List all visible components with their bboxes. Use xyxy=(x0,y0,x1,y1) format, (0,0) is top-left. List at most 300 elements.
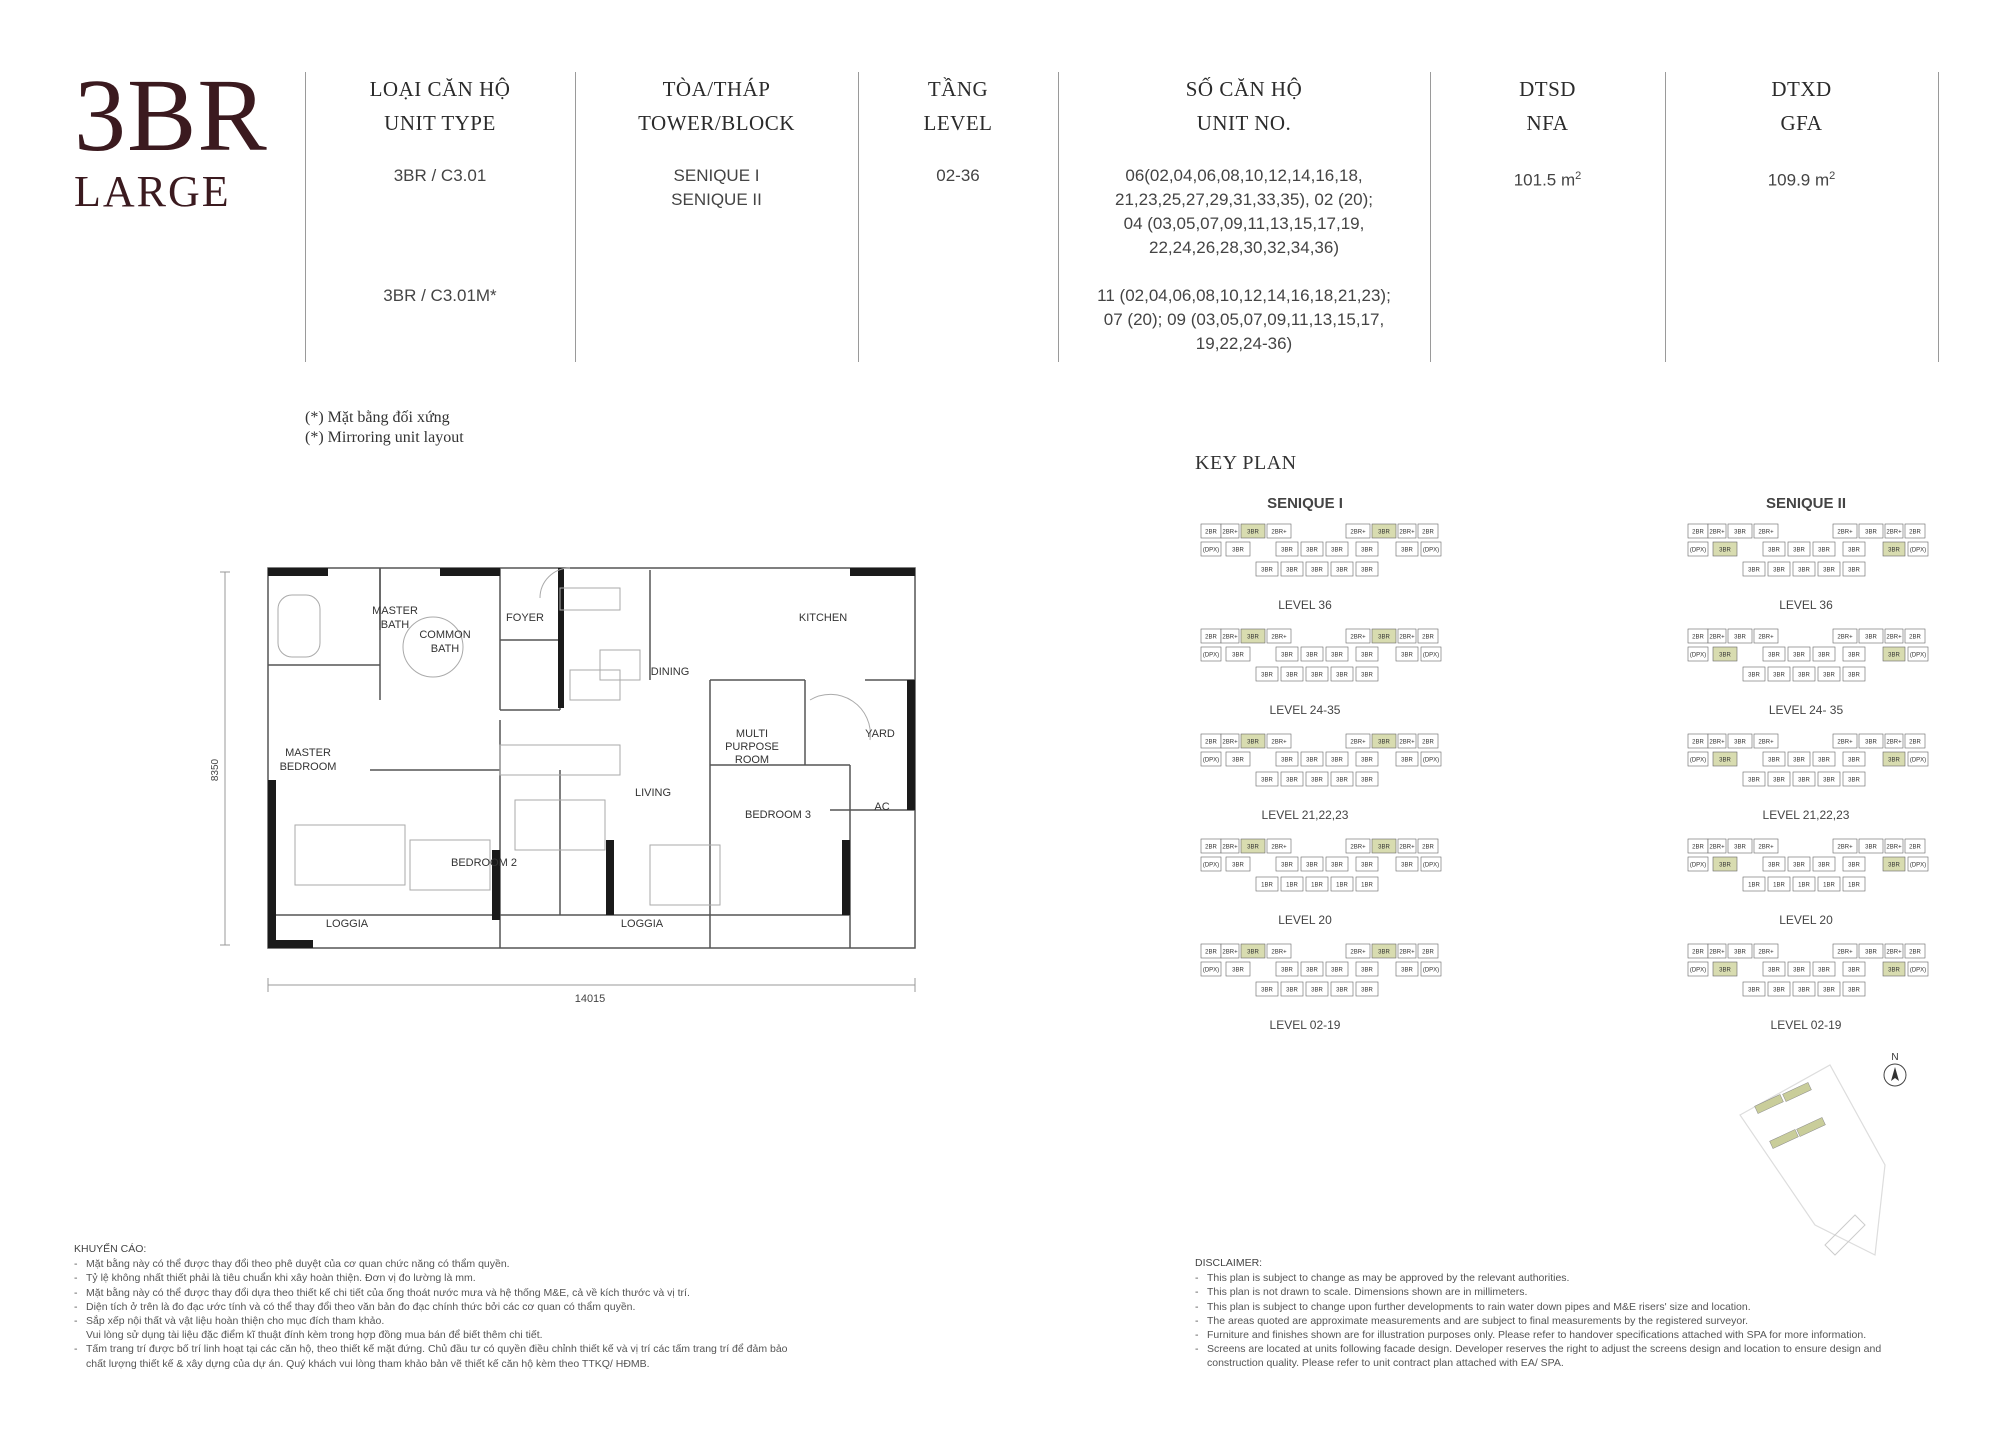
keyplan-floor-diagram xyxy=(1683,520,1943,595)
keyplan-unit-label: (DPX) xyxy=(1689,967,1707,974)
keyplan-unit-label: 3BR xyxy=(1331,967,1343,974)
keyplan-unit-label: 3BR xyxy=(1336,672,1348,679)
keyplan-unit-label: 2BR xyxy=(1692,739,1704,746)
keyplan-unit-label: 3BR xyxy=(1261,567,1273,574)
keyplan-unit-label: 3BR xyxy=(1793,757,1805,764)
level-vi: TẦNG xyxy=(927,77,989,101)
keyplan-unit-label: 3BR xyxy=(1719,547,1731,554)
disclaimer-item: - This plan is subject to change as may be approved by the relevant authorities. xyxy=(1195,1271,1955,1285)
label-multi-1: MULTI xyxy=(735,728,769,740)
col-unit-type xyxy=(305,72,575,362)
label-master-bedroom-1: MASTER xyxy=(285,747,331,759)
keyplan-floor-diagram xyxy=(1683,625,1943,700)
kp-s1-level: LEVEL 20 xyxy=(1278,913,1332,927)
keyplan-unit-label: 2BR+ xyxy=(1399,949,1415,956)
keyplan-unit-label: 1BR xyxy=(1336,882,1348,889)
keyplan-unit-label: 2BR xyxy=(1205,844,1217,851)
keyplan-unit-label: 3BR xyxy=(1378,634,1390,641)
keyplan-unit-label: 2BR xyxy=(1205,739,1217,746)
keyplan-unit-label: 3BR xyxy=(1401,967,1413,974)
keyplan-unit-label: 2BR+ xyxy=(1350,949,1366,956)
keyplan-unit-label: 3BR xyxy=(1793,547,1805,554)
keyplan-unit-label: 2BR+ xyxy=(1399,844,1415,851)
kp-s2-level: LEVEL 20 xyxy=(1779,913,1833,927)
keyplan-unit-label: 3BR xyxy=(1361,672,1373,679)
keyplan-unit-label: 3BR xyxy=(1232,967,1244,974)
keyplan-unit-label: 2BR xyxy=(1692,949,1704,956)
keyplan-unit-label: 2BR+ xyxy=(1709,949,1725,956)
keyplan-unit-label: 3BR xyxy=(1848,862,1860,869)
title-main: 3BR xyxy=(74,58,268,173)
unit-no-line: 22,24,26,28,30,32,34,36) xyxy=(1149,238,1339,257)
col-gfa xyxy=(1665,72,1938,193)
tower-vi: TÒA/THÁP xyxy=(662,77,771,101)
col-nfa xyxy=(1430,72,1665,193)
keyplan-unit-label: 3BR xyxy=(1888,757,1900,764)
unit-no-line: 19,22,24-36) xyxy=(1195,334,1293,353)
keyplan-unit-label: 2BR+ xyxy=(1399,529,1415,536)
keyplan-unit-label: 3BR xyxy=(1286,672,1298,679)
keyplan-floor-diagram xyxy=(1196,940,1456,1015)
keyplan-unit-label: 2BR+ xyxy=(1758,634,1774,641)
keyplan-unit-label: 2BR xyxy=(1422,634,1434,641)
disclaimer-vi xyxy=(74,1242,854,1371)
keyplan-unit-label: 2BR+ xyxy=(1709,634,1725,641)
unit-title xyxy=(74,58,268,216)
keyplan-unit-label: 3BR xyxy=(1818,757,1830,764)
label-bedroom3: BEDROOM 3 xyxy=(744,809,812,821)
kp-s1-level: LEVEL 36 xyxy=(1278,598,1332,612)
keyplan-unit-label: 3BR xyxy=(1719,652,1731,659)
keyplan-unit-label: 3BR xyxy=(1336,567,1348,574)
keyplan-unit-label: 2BR xyxy=(1909,949,1921,956)
keyplan-unit-label: 2BR+ xyxy=(1709,844,1725,851)
keyplan-unit-label: 3BR xyxy=(1401,547,1413,554)
keyplan-unit-label: 3BR xyxy=(1888,547,1900,554)
keyplan-unit-label: 3BR xyxy=(1361,987,1373,994)
disclaimer-en xyxy=(1195,1256,1955,1371)
gfa-en: GFA xyxy=(1780,111,1823,135)
keyplan-unit-label: 3BR xyxy=(1823,777,1835,784)
label-loggia-1: LOGGIA xyxy=(325,918,369,930)
keyplan-unit-label: 3BR xyxy=(1247,739,1259,746)
nfa-en: NFA xyxy=(1526,111,1569,135)
keyplan-unit-label: 3BR xyxy=(1768,967,1780,974)
keyplan-unit-label: 3BR xyxy=(1798,777,1810,784)
keyplan-unit-label: 3BR xyxy=(1848,547,1860,554)
keyplan-unit-label: 3BR xyxy=(1331,757,1343,764)
keyplan-unit-label: 1BR xyxy=(1261,882,1273,889)
keyplan-unit-label: 2BR+ xyxy=(1271,739,1287,746)
keyplan-unit-label: 3BR xyxy=(1361,862,1373,869)
keyplan-unit-label: (DPX) xyxy=(1689,652,1707,659)
dim-width: 14015 xyxy=(574,993,606,1005)
keyplan-unit-label: 3BR xyxy=(1281,862,1293,869)
keyplan-unit-label: 3BR xyxy=(1306,547,1318,554)
keyplan-unit-label: 3BR xyxy=(1331,652,1343,659)
disclaimer-item: - Mặt bằng này có thể được thay đổi theo phê duyệt của cơ quan chức năng có thẩm quyền. xyxy=(74,1257,854,1271)
label-master-bath-1: MASTER xyxy=(372,605,418,617)
keyplan-unit-label: 3BR xyxy=(1261,777,1273,784)
keyplan-unit-label: 3BR xyxy=(1336,987,1348,994)
unit-type-value-2: 3BR / C3.01M* xyxy=(383,286,497,305)
keyplan-unit-label: (DPX) xyxy=(1422,652,1440,659)
label-multi-2: PURPOSE xyxy=(725,741,779,753)
label-living: LIVING xyxy=(634,787,672,799)
keyplan-unit-label: 2BR+ xyxy=(1886,949,1902,956)
level-en: LEVEL xyxy=(923,111,993,135)
keyplan-unit-label: 3BR xyxy=(1823,987,1835,994)
keyplan-unit-label: 2BR xyxy=(1205,634,1217,641)
keyplan-unit-label: 2BR+ xyxy=(1837,949,1853,956)
keyplan-unit-label: 2BR+ xyxy=(1350,844,1366,851)
disclaimer-item: - Tấm trang trí được bố trí linh hoạt tại các căn hộ, theo thiết kế mặt đứng. Chủ đầu tư có quyền điều chỉnh thiết kế và vị trí các tấm trang trí để đảm bảo xyxy=(74,1342,854,1356)
disclaimer-vi-heading: KHUYẾN CÁO: xyxy=(74,1243,147,1255)
keyplan-unit-label: 3BR xyxy=(1748,567,1760,574)
keyplan-unit-label: 3BR xyxy=(1773,777,1785,784)
keyplan-unit-label: (DPX) xyxy=(1422,547,1440,554)
kp-s2-level: LEVEL 21,22,23 xyxy=(1762,808,1850,822)
keyplan-unit-label: 2BR xyxy=(1422,949,1434,956)
col-level xyxy=(858,72,1058,188)
keyplan-unit-label: 3BR xyxy=(1865,949,1877,956)
divider xyxy=(1938,72,1939,362)
keyplan-unit-label: 3BR xyxy=(1281,547,1293,554)
disclaimer-item: - Mặt bằng này có thể được thay đổi dựa theo thiết kế chi tiết của ống thoát nước mưa và hệ thống M&E, cả về kích thước và vị trí. xyxy=(74,1286,854,1300)
keyplan-unit-label: 2BR+ xyxy=(1222,529,1238,536)
keyplan-unit-label: 3BR xyxy=(1773,672,1785,679)
keyplan-unit-label: 1BR xyxy=(1748,882,1760,889)
keyplan-senique2-title: SENIQUE II xyxy=(1765,495,1847,512)
keyplan-unit-label: (DPX) xyxy=(1202,862,1220,869)
disclaimer-item: - Furniture and finishes shown are for illustration purposes only. Please refer to handover specifications attached with SPA for more information. xyxy=(1195,1328,1955,1342)
keyplan-unit-label: 3BR xyxy=(1748,987,1760,994)
keyplan-unit-label: 3BR xyxy=(1232,547,1244,554)
disclaimer-item: - Sắp xếp nội thất và vật liệu hoàn thiện cho mục đích tham khảo. xyxy=(74,1314,854,1328)
keyplan-unit-label: 3BR xyxy=(1311,567,1323,574)
keyplan-unit-label: 2BR+ xyxy=(1271,844,1287,851)
keyplan-unit-label: 3BR xyxy=(1818,967,1830,974)
keyplan-unit-label: 3BR xyxy=(1311,672,1323,679)
keyplan-unit-label: 2BR+ xyxy=(1837,529,1853,536)
kp-s1-level: LEVEL 02-19 xyxy=(1269,1018,1341,1032)
keyplan-unit-label: 3BR xyxy=(1768,547,1780,554)
nfa-vi: DTSD xyxy=(1519,77,1576,101)
keyplan-unit-label: (DPX) xyxy=(1202,652,1220,659)
keyplan-unit-label: 3BR xyxy=(1286,567,1298,574)
keyplan-unit-label: 3BR xyxy=(1247,949,1259,956)
keyplan-unit-label: 3BR xyxy=(1798,672,1810,679)
level-value: 02-36 xyxy=(936,166,980,185)
keyplan-unit-label: (DPX) xyxy=(1689,547,1707,554)
keyplan-unit-label: 2BR+ xyxy=(1886,634,1902,641)
unit-no-line: 07 (20); 09 (03,05,07,09,11,13,15,17, xyxy=(1103,310,1385,329)
disclaimer-item: - The areas quoted are approximate measurements and are subject to final measurements by the registered surveyor. xyxy=(1195,1314,1955,1328)
keyplan-unit-label: 3BR xyxy=(1247,634,1259,641)
keyplan-unit-label: 3BR xyxy=(1848,672,1860,679)
keyplan-unit-label: 2BR+ xyxy=(1399,739,1415,746)
unit-type-value-1: 3BR / C3.01 xyxy=(393,166,487,185)
keyplan-unit-label: 2BR+ xyxy=(1837,634,1853,641)
keyplan-unit-label: 3BR xyxy=(1331,547,1343,554)
keyplan-unit-label: (DPX) xyxy=(1422,757,1440,764)
disclaimer-item: - This plan is subject to change upon further developments to rain water down pipes and M&E risers' size and location. xyxy=(1195,1300,1955,1314)
keyplan-unit-label: 3BR xyxy=(1306,862,1318,869)
keyplan-unit-label: 3BR xyxy=(1773,987,1785,994)
unit-no-vi: SỐ CĂN HỘ xyxy=(1185,77,1303,101)
keyplan-unit-label: 2BR+ xyxy=(1271,949,1287,956)
keyplan-unit-label: 3BR xyxy=(1865,529,1877,536)
keyplan-unit-label: (DPX) xyxy=(1202,547,1220,554)
nfa-value: 101.5 $m^2$ xyxy=(1513,170,1582,190)
label-master-bedroom-2: BEDROOM xyxy=(279,761,337,773)
kp-s2-level: LEVEL 36 xyxy=(1779,598,1833,612)
keyplan-unit-label: 3BR xyxy=(1306,757,1318,764)
keyplan-unit-label: 1BR xyxy=(1361,882,1373,889)
label-kitchen: KITCHEN xyxy=(798,612,848,624)
keyplan-unit-label: 2BR+ xyxy=(1886,739,1902,746)
keyplan-unit-label: 3BR xyxy=(1734,634,1746,641)
title-sub: LARGE xyxy=(74,167,231,216)
keyplan-unit-label: 3BR xyxy=(1719,862,1731,869)
unit-type-vi: LOẠI CĂN HỘ xyxy=(369,77,511,101)
keyplan-unit-label: 2BR+ xyxy=(1709,739,1725,746)
keyplan-unit-label: 3BR xyxy=(1361,652,1373,659)
kp-s2-level: LEVEL 02-19 xyxy=(1770,1018,1842,1032)
keyplan-unit-label: (DPX) xyxy=(1422,862,1440,869)
tower-value-1: SENIQUE I xyxy=(673,166,760,185)
keyplan-unit-label: 3BR xyxy=(1768,862,1780,869)
keyplan-unit-label: (DPX) xyxy=(1909,547,1927,554)
keyplan-unit-label: 3BR xyxy=(1361,777,1373,784)
keyplan-unit-label: 3BR xyxy=(1773,567,1785,574)
keyplan-unit-label: 3BR xyxy=(1748,672,1760,679)
keyplan-unit-label: 3BR xyxy=(1818,652,1830,659)
keyplan-unit-label: 3BR xyxy=(1888,862,1900,869)
keyplan-unit-label: 2BR+ xyxy=(1222,739,1238,746)
keyplan-unit-label: 3BR xyxy=(1281,652,1293,659)
keyplan-unit-label: 2BR+ xyxy=(1399,634,1415,641)
mirror-note-vi: (*) Mặt bằng đối xứng xyxy=(305,409,450,426)
unit-type-en: UNIT TYPE xyxy=(384,111,496,135)
kp-s2-level: LEVEL 24- 35 xyxy=(1768,703,1844,717)
keyplan-floor-diagram xyxy=(1683,835,1943,910)
disclaimer-item: construction quality. Please refer to unit contract plan attached with EA/ SPA. xyxy=(1207,1357,1564,1370)
keyplan-unit-label: 3BR xyxy=(1734,529,1746,536)
disclaimer-item: Vui lòng sử dụng tài liệu đặc điểm kĩ thuật đính kèm trong hợp đồng mua bán để biết thêm chi tiết. xyxy=(86,1329,543,1342)
keyplan-unit-label: 1BR xyxy=(1848,882,1860,889)
label-loggia-2: LOGGIA xyxy=(620,918,664,930)
keyplan-unit-label: (DPX) xyxy=(1909,652,1927,659)
keyplan-unit-label: 3BR xyxy=(1361,967,1373,974)
keyplan-unit-label: 3BR xyxy=(1361,757,1373,764)
keyplan-unit-label: 3BR xyxy=(1281,967,1293,974)
keyplan-unit-label: 1BR xyxy=(1773,882,1785,889)
keyplan-unit-label: 3BR xyxy=(1401,652,1413,659)
keyplan-unit-label: 3BR xyxy=(1798,987,1810,994)
keyplan-unit-label: 2BR xyxy=(1422,529,1434,536)
label-foyer: FOYER xyxy=(506,612,544,624)
keyplan-unit-label: (DPX) xyxy=(1202,757,1220,764)
mirror-note-en: (*) Mirroring unit layout xyxy=(305,429,464,446)
col-tower xyxy=(575,72,858,212)
label-ac: AC xyxy=(874,801,890,813)
keyplan-unit-label: 3BR xyxy=(1261,672,1273,679)
keyplan-unit-label: 1BR xyxy=(1798,882,1810,889)
keyplan-unit-label: (DPX) xyxy=(1909,862,1927,869)
keyplan-unit-label: 3BR xyxy=(1734,949,1746,956)
keyplan-unit-label: 2BR+ xyxy=(1758,529,1774,536)
keyplan-unit-label: (DPX) xyxy=(1422,967,1440,974)
keyplan-unit-label: 3BR xyxy=(1818,862,1830,869)
tower-en: TOWER/BLOCK xyxy=(638,111,795,135)
disclaimer-item: - Screens are located at units following facade design. Developer reserves the right to adjust the screens design and location to ensure design and xyxy=(1195,1342,1955,1356)
keyplan-unit-label: (DPX) xyxy=(1689,862,1707,869)
label-master-bath-2: BATH xyxy=(380,619,410,631)
keyplan-unit-label: 3BR xyxy=(1848,777,1860,784)
keyplan-unit-label: 3BR xyxy=(1378,529,1390,536)
keyplan-unit-label: 3BR xyxy=(1361,547,1373,554)
keyplan-unit-label: 2BR+ xyxy=(1222,634,1238,641)
keyplan-unit-label: 3BR xyxy=(1818,547,1830,554)
keyplan-unit-label: 3BR xyxy=(1823,567,1835,574)
keyplan-unit-label: (DPX) xyxy=(1909,757,1927,764)
keyplan-unit-label: 3BR xyxy=(1823,672,1835,679)
keyplan-unit-label: 3BR xyxy=(1286,777,1298,784)
unit-no-line: 06(02,04,06,08,10,12,14,16,18, xyxy=(1125,166,1363,185)
keyplan-unit-label: 3BR xyxy=(1232,652,1244,659)
unit-no-en: UNIT NO. xyxy=(1196,111,1292,135)
keyplan-unit-label: 2BR+ xyxy=(1837,739,1853,746)
keyplan-unit-label: 3BR xyxy=(1848,987,1860,994)
keyplan-unit-label: 2BR+ xyxy=(1886,529,1902,536)
kp-s1-level: LEVEL 24-35 xyxy=(1269,703,1341,717)
keyplan-unit-label: 2BR+ xyxy=(1837,844,1853,851)
keyplan-unit-label: 3BR xyxy=(1748,777,1760,784)
keyplan-unit-label: 3BR xyxy=(1865,634,1877,641)
keyplan-unit-label: 2BR+ xyxy=(1222,844,1238,851)
keyplan-unit-label: 3BR xyxy=(1793,862,1805,869)
keyplan-unit-label: 3BR xyxy=(1734,844,1746,851)
svg-text:N: N xyxy=(1891,1052,1899,1063)
keyplan-unit-label: 1BR xyxy=(1311,882,1323,889)
keyplan-unit-label: 2BR xyxy=(1692,844,1704,851)
keyplan-unit-label: 3BR xyxy=(1306,967,1318,974)
keyplan-unit-label: 3BR xyxy=(1378,949,1390,956)
keyplan-unit-label: 2BR xyxy=(1692,529,1704,536)
label-multi-3: ROOM xyxy=(734,754,770,766)
keyplan-unit-label: 3BR xyxy=(1848,757,1860,764)
tower-value-2: SENIQUE II xyxy=(671,190,762,209)
keyplan-unit-label: 3BR xyxy=(1311,987,1323,994)
keyplan-unit-label: 2BR xyxy=(1909,844,1921,851)
label-yard: YARD xyxy=(865,728,895,740)
keyplan-unit-label: 3BR xyxy=(1361,567,1373,574)
keyplan-floor-diagram xyxy=(1196,835,1456,910)
keyplan-unit-label: 2BR xyxy=(1422,739,1434,746)
keyplan-unit-label: 3BR xyxy=(1848,567,1860,574)
keyplan-senique1-title: SENIQUE I xyxy=(1267,495,1343,512)
keyplan-unit-label: 3BR xyxy=(1888,652,1900,659)
keyplan-unit-label: (DPX) xyxy=(1909,967,1927,974)
keyplan-unit-label: 3BR xyxy=(1768,652,1780,659)
keyplan-unit-label: 3BR xyxy=(1865,844,1877,851)
keyplan-unit-label: 2BR+ xyxy=(1350,529,1366,536)
label-bedroom2: BEDROOM 2 xyxy=(450,857,518,869)
keyplan-unit-label: (DPX) xyxy=(1202,967,1220,974)
keyplan-unit-label: 2BR xyxy=(1205,949,1217,956)
keyplan-unit-label: (DPX) xyxy=(1689,757,1707,764)
disclaimer-item: chất lượng thiết kế & xây dựng của dự án. Quý khách vui lòng tham khảo bản vẽ thiết kế căn hộ kèm theo TTKQ/ HĐMB. xyxy=(86,1357,650,1370)
gfa-value: 109.9 $m^2$ xyxy=(1767,170,1836,190)
mirror-note xyxy=(305,408,464,448)
keyplan-unit-label: 3BR xyxy=(1768,757,1780,764)
keyplan-unit-label: 3BR xyxy=(1247,529,1259,536)
disclaimer-item: - Tỷ lệ không nhất thiết phải là tiêu chuẩn khi xây hoàn thiện. Đơn vị đo lường là mm. xyxy=(74,1271,854,1285)
keyplan-unit-label: 3BR xyxy=(1401,757,1413,764)
keyplan-unit-label: 3BR xyxy=(1719,757,1731,764)
keyplan-unit-label: 2BR xyxy=(1205,529,1217,536)
keyplan-unit-label: 3BR xyxy=(1719,967,1731,974)
keyplan-floor-diagram xyxy=(1196,520,1456,595)
keyplan-unit-label: 3BR xyxy=(1281,757,1293,764)
label-common-bath-1: COMMON xyxy=(419,629,471,641)
keyplan-unit-label: 2BR+ xyxy=(1758,739,1774,746)
floor-plan xyxy=(210,540,930,1020)
kp-s1-level: LEVEL 21,22,23 xyxy=(1261,808,1349,822)
col-unit-no xyxy=(1058,72,1430,362)
keyplan-unit-label: 2BR+ xyxy=(1709,529,1725,536)
keyplan-unit-label: 3BR xyxy=(1311,777,1323,784)
keyplan-unit-label: 3BR xyxy=(1247,844,1259,851)
keyplan-unit-label: 3BR xyxy=(1306,652,1318,659)
keyplan-unit-label: 3BR xyxy=(1798,567,1810,574)
keyplan-unit-label: 3BR xyxy=(1286,987,1298,994)
keyplan-unit-label: 3BR xyxy=(1865,739,1877,746)
keyplan-unit-label: 3BR xyxy=(1261,987,1273,994)
keyplan-unit-label: 3BR xyxy=(1793,967,1805,974)
keyplan-unit-label: 3BR xyxy=(1888,967,1900,974)
disclaimer-en-heading: DISCLAIMER: xyxy=(1195,1257,1263,1269)
keyplan-floor-diagram xyxy=(1196,730,1456,805)
disclaimer-item: - This plan is not drawn to scale. Dimensions shown are in millimeters. xyxy=(1195,1285,1955,1299)
keyplan-unit-label: 3BR xyxy=(1401,862,1413,869)
keyplan-unit-label: 3BR xyxy=(1232,862,1244,869)
keyplan-floor-diagram xyxy=(1196,625,1456,700)
keyplan-unit-label: 2BR+ xyxy=(1271,634,1287,641)
keyplan-unit-label: 2BR xyxy=(1909,634,1921,641)
keyplan-unit-label: 3BR xyxy=(1336,777,1348,784)
unit-no-line: 21,23,25,27,29,31,33,35), 02 (20); xyxy=(1114,190,1374,209)
unit-no-line: 04 (03,05,07,09,11,13,15,17,19, xyxy=(1123,214,1365,233)
gfa-vi: DTXD xyxy=(1771,77,1832,101)
keyplan-unit-label: 3BR xyxy=(1378,739,1390,746)
site-plan-icon xyxy=(1735,1055,1895,1265)
disclaimer-item: - Diện tích ở trên là đo đạc ước tính và có thể thay đổi theo văn bản đo đạc chính thức bởi các cơ quan có thẩm quyền. xyxy=(74,1300,854,1314)
keyplan-unit-label: 2BR xyxy=(1909,739,1921,746)
keyplan-unit-label: 1BR xyxy=(1823,882,1835,889)
keyplan-unit-label: 3BR xyxy=(1793,652,1805,659)
keyplan-unit-label: 2BR+ xyxy=(1886,844,1902,851)
keyplan-floor-diagram xyxy=(1683,940,1943,1015)
keyplan-unit-label: 3BR xyxy=(1378,844,1390,851)
keyplan-unit-label: 3BR xyxy=(1848,967,1860,974)
keyplan-unit-label: 2BR+ xyxy=(1758,949,1774,956)
keyplan-unit-label: 3BR xyxy=(1734,739,1746,746)
keyplan-unit-label: 1BR xyxy=(1286,882,1298,889)
keyplan-unit-label: 3BR xyxy=(1848,652,1860,659)
unit-no-line: 11 (02,04,06,08,10,12,14,16,18,21,23); xyxy=(1097,286,1391,305)
